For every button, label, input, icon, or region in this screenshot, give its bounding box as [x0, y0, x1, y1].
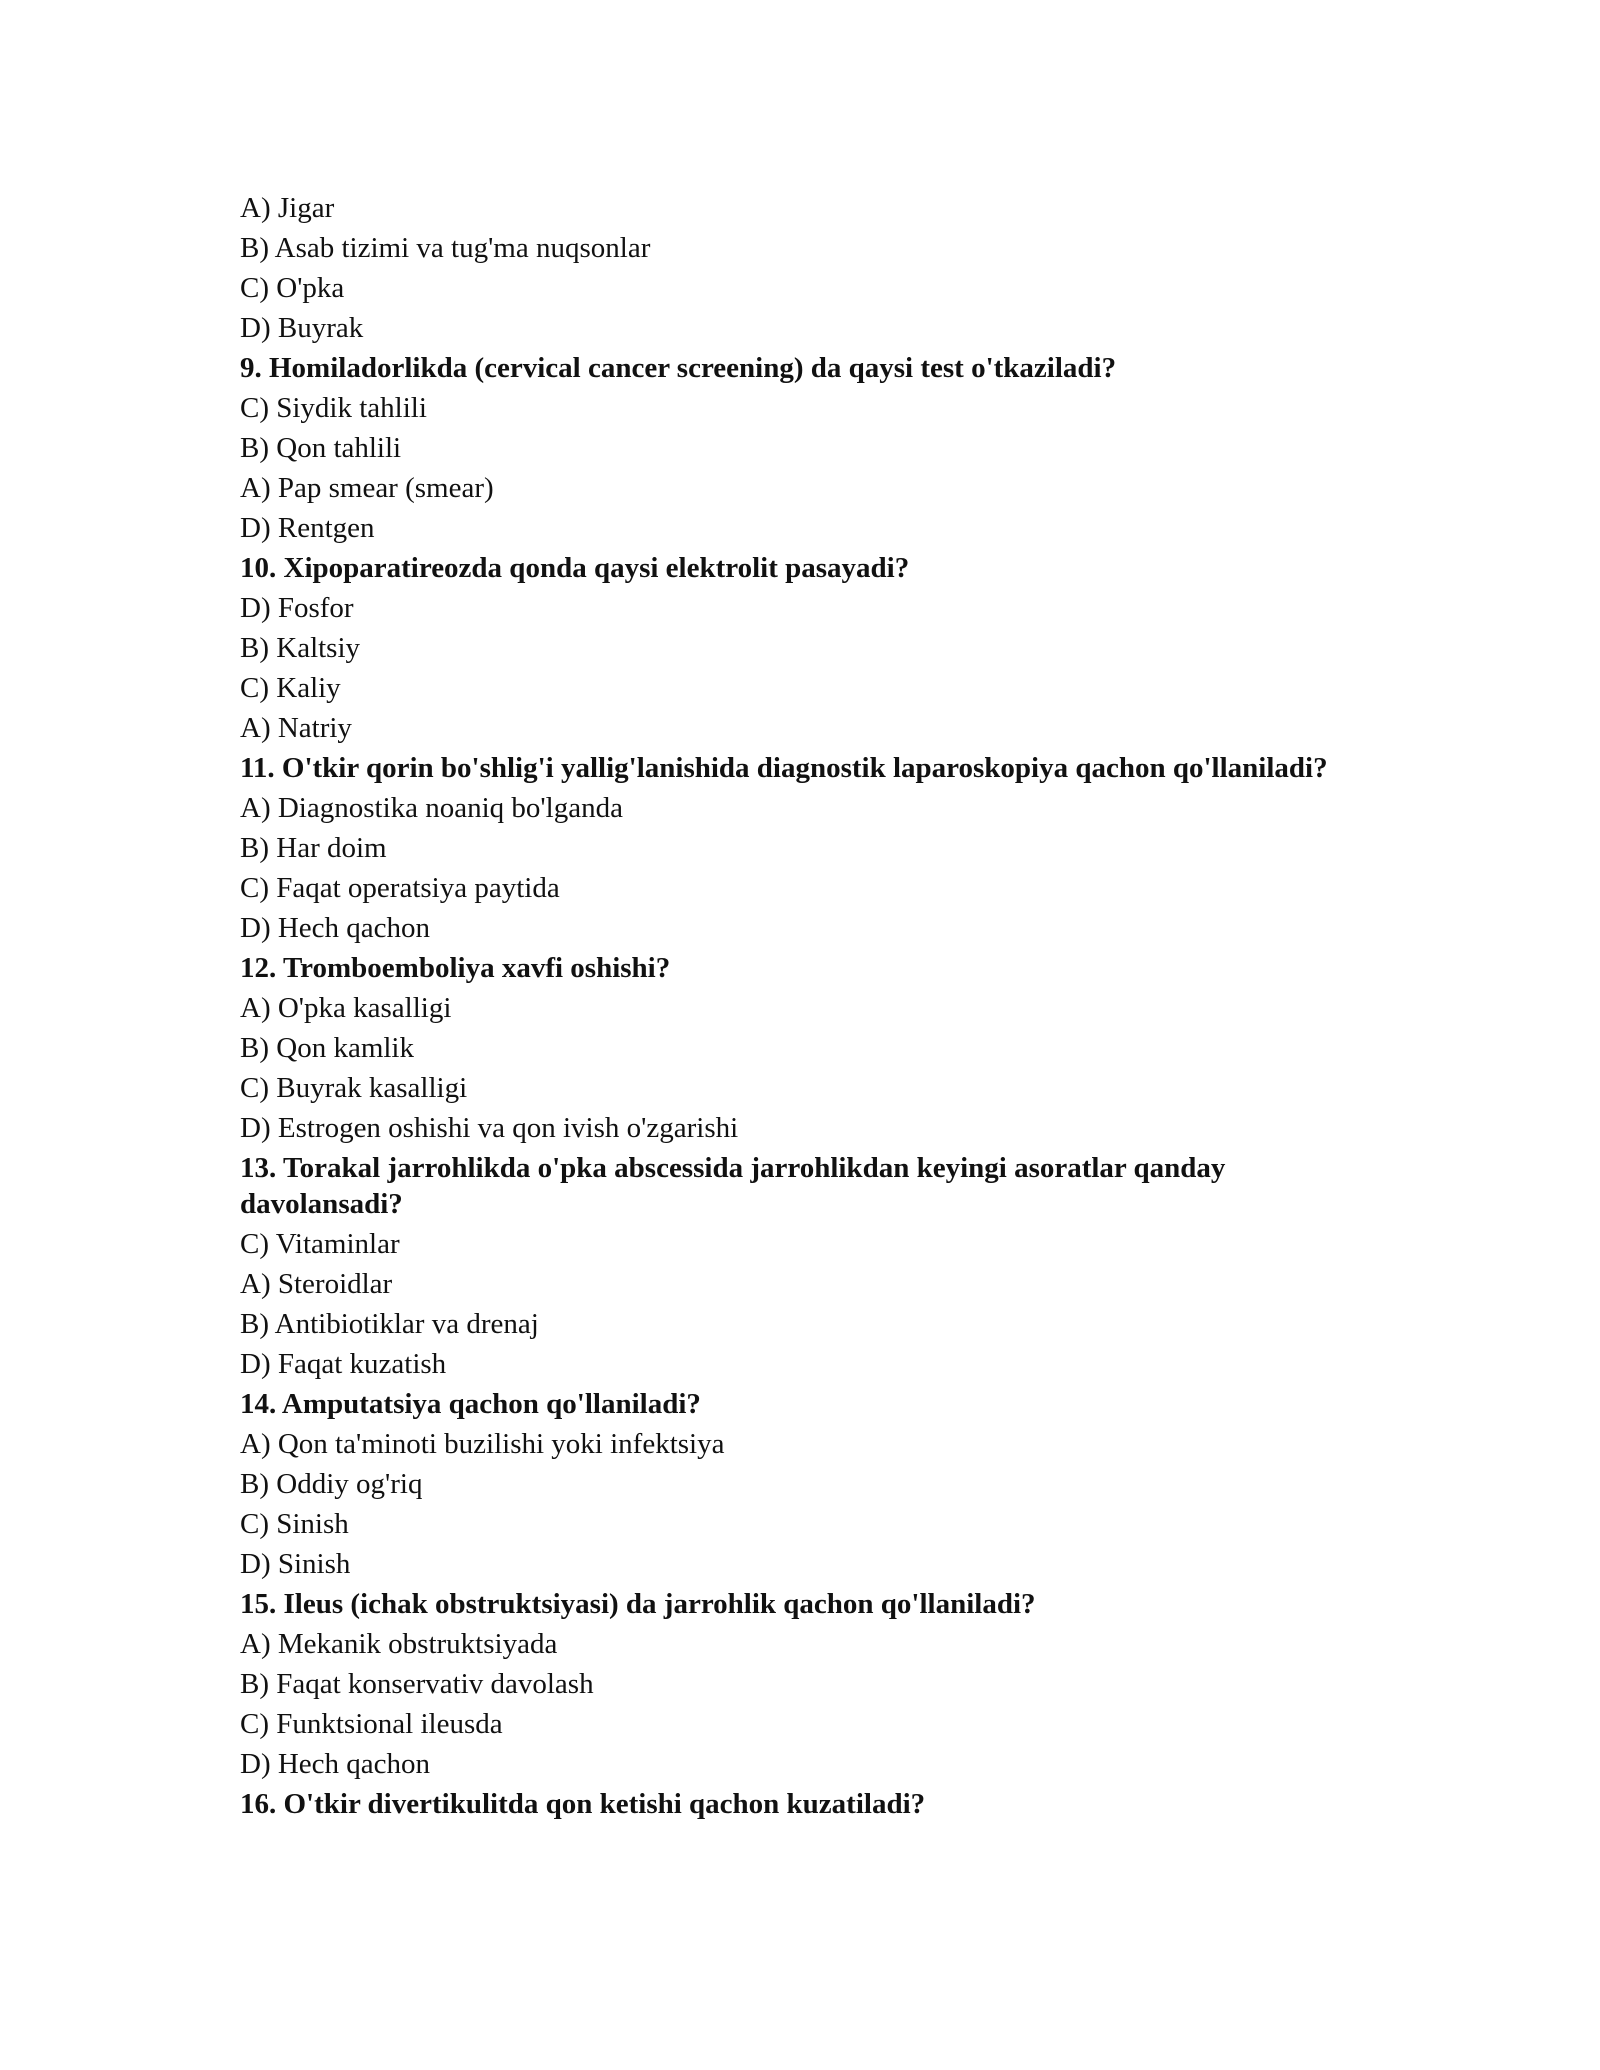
answer-option: B) Oddiy og'riq: [240, 1468, 423, 1500]
answer-option: D) Fosfor: [240, 592, 354, 624]
answer-option: C) Faqat operatsiya paytida: [240, 872, 560, 904]
question-block: [240, 1584, 1370, 1784]
question-block: [240, 548, 1370, 748]
answer-option: C) Kaliy: [240, 672, 341, 704]
answer-option: B) Faqat konservativ davolash: [240, 1668, 594, 1700]
document-page: [240, 188, 1370, 1824]
answer-option: D) Faqat kuzatish: [240, 1348, 447, 1380]
answer-option: B) Antibiotiklar va drenaj: [240, 1308, 539, 1340]
question-block: [240, 1384, 1370, 1584]
answer-option: A) Qon ta'minoti buzilishi yoki infektsiya: [240, 1428, 725, 1460]
question-text: 11. O'tkir qorin bo'shlig'i yallig'lanishida diagnostik laparoskopiya qachon qo'llaniladi?: [240, 752, 1328, 784]
answer-option: B) Har doim: [240, 832, 387, 864]
answer-option: A) Steroidlar: [240, 1268, 393, 1300]
answer-option: D) Sinish: [240, 1548, 351, 1580]
answer-option: A) Pap smear (smear): [240, 472, 494, 504]
answer-option: D) Rentgen: [240, 512, 375, 544]
question-block: [240, 1148, 1370, 1384]
answer-option: A) Jigar: [240, 192, 335, 224]
answer-option: C) Buyrak kasalligi: [240, 1072, 468, 1104]
answer-option: D) Hech qachon: [240, 1748, 431, 1780]
answer-option: B) Asab tizimi va tug'ma nuqsonlar: [240, 232, 651, 264]
answer-option: D) Estrogen oshishi va qon ivish o'zgarishi: [240, 1112, 739, 1144]
question-text: 9. Homiladorlikda (cervical cancer screening) da qaysi test o'tkaziladi?: [240, 352, 1117, 384]
answer-option: B) Kaltsiy: [240, 632, 361, 664]
question-text: 16. O'tkir divertikulitda qon ketishi qachon kuzatiladi?: [240, 1788, 926, 1820]
answer-option: C) Vitaminlar: [240, 1228, 400, 1260]
answer-option: C) Funktsional ileusda: [240, 1708, 503, 1740]
answer-option: B) Qon tahlili: [240, 432, 402, 464]
answer-option: A) Diagnostika noaniq bo'lganda: [240, 792, 623, 824]
answer-option: C) Siydik tahlili: [240, 392, 427, 424]
answer-option: A) Mekanik obstruktsiyada: [240, 1628, 558, 1660]
question-block: [240, 948, 1370, 1148]
answer-option: C) O'pka: [240, 272, 345, 304]
question-text: 12. Tromboemboliya xavfi oshishi?: [240, 952, 671, 984]
question-text: 13. Torakal jarrohlikda o'pka abscessida jarrohlikdan keyingi asoratlar qanday davolansadi?: [240, 1152, 1226, 1220]
leading-options: [240, 188, 1370, 348]
answer-option: D) Hech qachon: [240, 912, 431, 944]
question-block: [240, 1784, 1370, 1824]
question-text: 10. Xipoparatireozda qonda qaysi elektrolit pasayadi?: [240, 552, 910, 584]
question-block: [240, 748, 1370, 948]
answer-option: D) Buyrak: [240, 312, 364, 344]
question-block: [240, 348, 1370, 548]
question-text: 14. Amputatsiya qachon qo'llaniladi?: [240, 1388, 701, 1420]
question-text: 15. Ileus (ichak obstruktsiyasi) da jarrohlik qachon qo'llaniladi?: [240, 1588, 1036, 1620]
answer-option: C) Sinish: [240, 1508, 349, 1540]
answer-option: B) Qon kamlik: [240, 1032, 414, 1064]
answer-option: A) Natriy: [240, 712, 352, 744]
answer-option: A) O'pka kasalligi: [240, 992, 452, 1024]
